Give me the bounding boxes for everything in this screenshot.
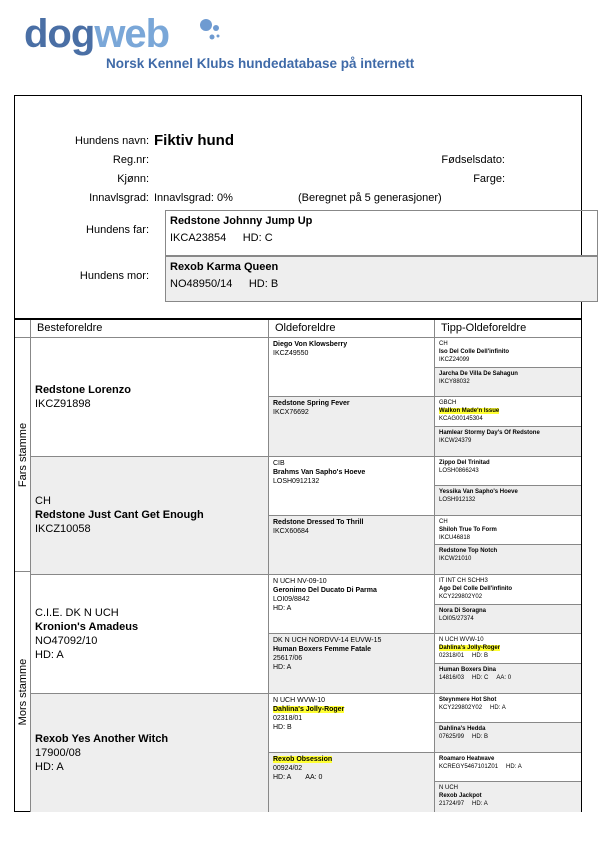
inbreeding-label: Innavlsgrad: bbox=[89, 192, 149, 204]
dog-reg: 14816/03 bbox=[439, 674, 465, 681]
dog-aa: AA: 0 bbox=[305, 773, 323, 781]
ggp-cell bbox=[269, 457, 435, 516]
ggp-cell bbox=[269, 753, 435, 812]
dog-name-link[interactable]: Steynmere Hot Shot bbox=[439, 696, 497, 703]
dog-reg: LOSH0866243 bbox=[439, 467, 479, 474]
dog-reg-line bbox=[439, 534, 577, 542]
dog-name-link[interactable]: Redstone Top Notch bbox=[439, 548, 498, 555]
dog-reg: IKCW24379 bbox=[439, 437, 472, 444]
dog-reg: 02318/01 bbox=[273, 714, 303, 722]
dog-reg-line bbox=[439, 356, 577, 364]
dog-hd: HD: A bbox=[472, 801, 488, 808]
dog-reg: IKCW21010 bbox=[439, 556, 472, 563]
dog-reg-line bbox=[273, 654, 430, 672]
mother-reg: NO48950/14 bbox=[170, 278, 233, 290]
dog-reg-line bbox=[273, 714, 430, 732]
dog-aa: AA: 0 bbox=[496, 674, 512, 681]
dog-title: IT INT CH SCHH3 bbox=[439, 578, 488, 584]
gp-cell bbox=[31, 694, 269, 813]
dog-reg-line bbox=[439, 467, 577, 475]
logo-subtitle: Norsk Kennel Klubs hundedatabase på internett bbox=[106, 56, 415, 71]
mother-name[interactable]: Rexob Karma Queen bbox=[170, 261, 279, 273]
gggp-cell bbox=[435, 634, 581, 664]
father-name[interactable]: Redstone Johnny Jump Up bbox=[170, 215, 313, 227]
dog-reg: 25617/06 bbox=[273, 655, 303, 663]
ggp-cell bbox=[269, 516, 435, 575]
dog-reg-line bbox=[273, 349, 430, 358]
dog-reg-line bbox=[439, 593, 577, 601]
dog-reg-line bbox=[439, 800, 577, 808]
dog-reg: LOI05/27374 bbox=[439, 615, 474, 622]
gggp-cell bbox=[435, 664, 581, 694]
dog-reg: IKCX76692 bbox=[273, 409, 309, 417]
dog-reg: 21724/97 bbox=[439, 801, 465, 808]
dog-reg: NO47092/10 bbox=[35, 634, 98, 647]
dog-title: CH bbox=[439, 518, 448, 525]
inbreeding-note: (Beregnet på 5 generasjoner) bbox=[298, 192, 442, 204]
dog-name-link[interactable]: Hamlear Stormy Day's Of Redstone bbox=[439, 429, 540, 436]
dog-reg-line bbox=[439, 378, 577, 386]
dog-title: C.I.E. DK N UCH bbox=[35, 606, 119, 619]
dog-name-link[interactable] bbox=[273, 705, 430, 714]
dog-hd: HD: A bbox=[35, 760, 64, 773]
dog-title: DK N UCH NORDVV-14 EUVW-15 bbox=[273, 637, 382, 645]
dog-hd: HD: C bbox=[472, 674, 489, 681]
dog-name-link[interactable]: Redstone Just Cant Get Enough bbox=[35, 509, 204, 522]
father-reg: IKCA23854 bbox=[170, 232, 227, 244]
gggp-cell bbox=[435, 516, 581, 546]
inbreeding-value: Innavlsgrad: 0% bbox=[154, 192, 233, 204]
gp-cell bbox=[31, 575, 269, 694]
highlighted-name[interactable]: Dahlina's Jolly-Roger bbox=[439, 645, 501, 652]
side-label-mother: Mors stamme bbox=[15, 572, 31, 812]
pedigree-corner bbox=[15, 320, 31, 338]
ggp-cell bbox=[269, 634, 435, 693]
dog-reg-line bbox=[273, 527, 430, 536]
dog-reg-line bbox=[439, 615, 577, 623]
name-label: Hundens navn: bbox=[75, 135, 149, 147]
dog-reg-line bbox=[439, 763, 577, 771]
dog-name-link[interactable]: Zippo Del Trinitad bbox=[439, 459, 490, 466]
dog-reg-line bbox=[439, 555, 577, 563]
dog-name-link[interactable]: Human Boxers Dina bbox=[439, 666, 497, 673]
ggp-cell bbox=[269, 397, 435, 456]
gggp-cell bbox=[435, 397, 581, 427]
dog-name-link[interactable]: Iso Del Colle Dell'infinito bbox=[439, 349, 510, 355]
gggp-cell bbox=[435, 545, 581, 575]
dog-name-link[interactable] bbox=[439, 407, 577, 415]
dog-reg-line bbox=[439, 652, 577, 660]
logo-wordmark: dogweb bbox=[24, 12, 170, 56]
ggp-cell bbox=[269, 338, 435, 397]
dog-info-box bbox=[14, 95, 582, 319]
dog-hd: HD: A bbox=[273, 664, 292, 672]
dog-reg-line bbox=[439, 733, 577, 741]
dog-reg: IKCZ49550 bbox=[273, 350, 309, 357]
dog-reg: 07625/99 bbox=[439, 734, 465, 741]
ggp-cell bbox=[269, 575, 435, 634]
dog-reg: KCY229802Y02 bbox=[439, 704, 483, 711]
gggp-cell bbox=[435, 338, 581, 368]
dog-name-link[interactable]: Rexob Yes Another Witch bbox=[35, 732, 169, 745]
dog-title: N UCH NV-09-10 bbox=[273, 578, 327, 585]
col-header-grandparents: Besteforeldre bbox=[31, 320, 269, 338]
gp-cell bbox=[31, 338, 269, 457]
dogweb-logo[interactable] bbox=[24, 12, 415, 71]
dog-name-link[interactable]: Roamaro Heatwave bbox=[439, 755, 495, 762]
dog-reg: KCREGY5467101Z01 bbox=[439, 763, 499, 770]
dog-reg: IKCY88032 bbox=[439, 378, 470, 385]
father-box bbox=[165, 210, 598, 256]
gggp-cell bbox=[435, 575, 581, 605]
col-header-greatgreat: Tipp-Oldeforeldre bbox=[435, 320, 581, 338]
dog-reg-line bbox=[439, 415, 577, 423]
dog-name-link[interactable]: Redstone Lorenzo bbox=[35, 383, 131, 396]
dog-reg: KCY229802Y02 bbox=[439, 594, 483, 600]
dog-name: Fiktiv hund bbox=[154, 132, 234, 149]
gggp-cell bbox=[435, 427, 581, 457]
highlighted-name[interactable]: Walkon Made'n Issue bbox=[439, 408, 500, 415]
dog-reg: LOSH0912132 bbox=[273, 477, 320, 485]
ggp-cell bbox=[269, 694, 435, 753]
dog-reg: IKCX60684 bbox=[273, 527, 309, 535]
gggp-cell bbox=[435, 368, 581, 398]
dog-reg: LOSH912132 bbox=[439, 497, 476, 504]
dog-title: N UCH WVW-10 bbox=[273, 696, 325, 704]
dog-title: CH bbox=[439, 341, 448, 347]
dog-name-link[interactable]: Kronion's Amadeus bbox=[35, 620, 139, 633]
dog-reg: IKCU46818 bbox=[439, 534, 471, 541]
dog-name-link[interactable]: Ago Del Colle Dell'infinito bbox=[439, 586, 513, 592]
regnr-label: Reg.nr: bbox=[112, 154, 149, 166]
dog-reg: LOI09/8842 bbox=[273, 596, 310, 603]
dog-reg: 00924/02 bbox=[273, 764, 303, 772]
dog-title: CIB bbox=[273, 459, 285, 467]
sex-label: Kjønn: bbox=[117, 173, 149, 185]
highlighted-name[interactable]: Dahlina's Jolly-Roger bbox=[273, 705, 345, 713]
dog-name-link[interactable]: Brahms Van Sapho's Hoeve bbox=[273, 468, 366, 476]
birthdate-label: Fødselsdato: bbox=[441, 154, 505, 166]
dog-hd: HD: B bbox=[472, 653, 489, 660]
dog-name-link[interactable]: Dahlina's Hedda bbox=[439, 726, 486, 733]
dog-name-link[interactable] bbox=[273, 755, 430, 764]
dog-hd: HD: A bbox=[273, 773, 292, 781]
dog-name-link[interactable]: Jarcha De Villa De Sahagun bbox=[439, 370, 518, 377]
dog-name-link[interactable]: Redstone Dressed To Thrill bbox=[273, 518, 364, 526]
gggp-cell bbox=[435, 782, 581, 812]
dog-hd: HD: B bbox=[472, 734, 489, 741]
gggp-cell bbox=[435, 753, 581, 783]
logo-dots-icon bbox=[196, 16, 224, 44]
dog-name-link[interactable]: Diego Von Klowsberry bbox=[273, 341, 348, 348]
dog-hd: HD: A bbox=[490, 704, 506, 711]
gggp-cell bbox=[435, 605, 581, 635]
gggp-cell bbox=[435, 486, 581, 516]
dog-reg-line bbox=[273, 764, 430, 782]
dog-reg: 02318/01 bbox=[439, 653, 465, 660]
dog-reg-line bbox=[273, 595, 430, 613]
dog-title: CH bbox=[35, 495, 51, 508]
gggp-cell bbox=[435, 723, 581, 753]
dog-name-link[interactable]: Yessika Van Sapho's Hoeve bbox=[439, 489, 518, 496]
gp-cell bbox=[31, 457, 269, 576]
dog-title: GBCH bbox=[439, 400, 457, 407]
dog-reg: IKCZ10058 bbox=[35, 523, 91, 536]
dog-name-link[interactable]: Human Boxers Femme Fatale bbox=[273, 646, 372, 654]
dog-reg: IKCZ24099 bbox=[439, 357, 470, 363]
col-header-great: Oldeforeldre bbox=[269, 320, 435, 338]
dog-reg-line bbox=[439, 496, 577, 504]
pedigree-table bbox=[14, 319, 582, 812]
gggp-cell bbox=[435, 694, 581, 724]
dog-hd: HD: B bbox=[273, 723, 292, 731]
mother-label: Hundens mor: bbox=[79, 270, 149, 282]
color-label: Farge: bbox=[473, 173, 505, 185]
highlighted-name[interactable]: Rexob Obsession bbox=[273, 755, 333, 763]
mother-hd: HD: B bbox=[248, 278, 279, 290]
father-hd: HD: C bbox=[242, 232, 273, 244]
mother-box bbox=[165, 256, 598, 302]
father-label: Hundens far: bbox=[86, 224, 149, 236]
dog-reg: IKCZ91898 bbox=[35, 397, 91, 410]
dog-name-link[interactable]: Nora Di Soragna bbox=[439, 607, 487, 614]
dog-name-link[interactable]: Redstone Spring Fever bbox=[273, 400, 350, 408]
dog-title: N UCH WVW-10 bbox=[439, 637, 484, 644]
dog-hd: HD: A bbox=[273, 605, 292, 612]
dog-reg-line bbox=[439, 437, 577, 445]
dog-reg-line bbox=[273, 408, 430, 417]
dog-name-link[interactable] bbox=[439, 644, 577, 652]
gggp-cell bbox=[435, 457, 581, 487]
dog-hd: HD: A bbox=[35, 648, 64, 661]
dog-reg-line bbox=[273, 477, 430, 486]
dog-reg: 17900/08 bbox=[35, 746, 81, 759]
dog-reg-line bbox=[439, 704, 577, 712]
dog-title: N UCH bbox=[439, 785, 458, 792]
dog-reg: KCAG00145304 bbox=[439, 416, 483, 423]
dog-name-link[interactable]: Geronimo Del Ducato Di Parma bbox=[273, 587, 377, 594]
dog-reg-line bbox=[439, 674, 577, 682]
dog-name-link[interactable]: Rexob Jackpot bbox=[439, 793, 482, 800]
side-label-father: Fars stamme bbox=[15, 338, 31, 572]
dog-hd: HD: A bbox=[506, 763, 522, 770]
dog-name-link[interactable]: Shiloh True To Form bbox=[439, 526, 497, 533]
